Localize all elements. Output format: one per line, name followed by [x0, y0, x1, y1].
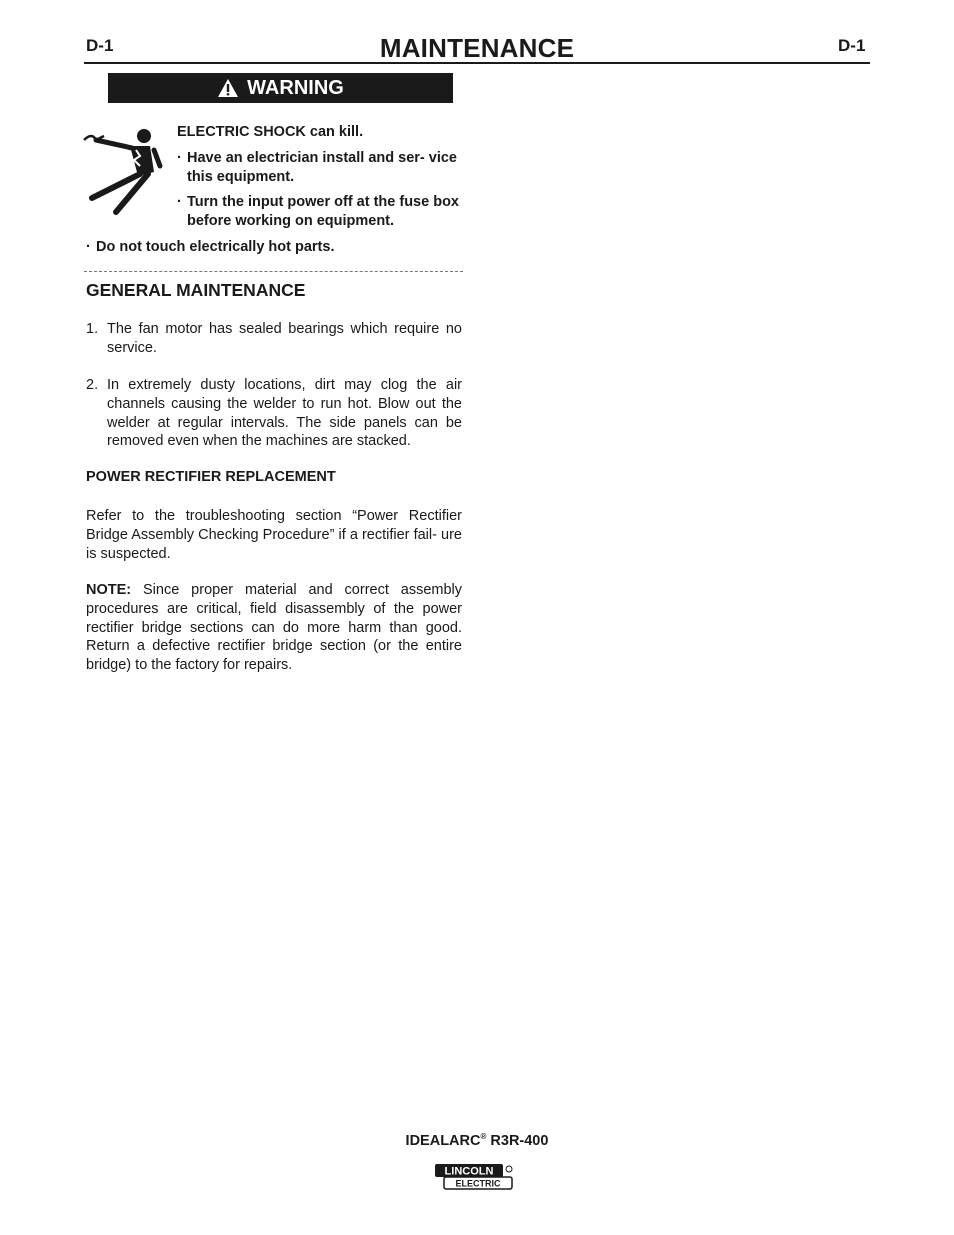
dashed-divider — [84, 271, 463, 272]
list-item-text: The fan motor has sealed bearings which require no service. — [107, 321, 462, 356]
bullet-marker: · — [177, 150, 182, 166]
warning-bullet-text: Have an electrician install and ser- vice this equipment. — [187, 150, 457, 185]
note-label: NOTE: — [86, 582, 132, 598]
power-rectifier-heading: POWER RECTIFIER REPLACEMENT — [86, 469, 336, 485]
warning-heading: ELECTRIC SHOCK can kill. — [177, 124, 364, 140]
page-number-left: D-1 — [86, 36, 114, 55]
title-rule — [84, 62, 870, 64]
general-maintenance-heading: GENERAL MAINTENANCE — [86, 280, 306, 300]
warning-bullet-text: Do not touch electrically hot parts. — [96, 239, 335, 255]
model-suffix: R3R-400 — [490, 1132, 549, 1149]
note-text: Since proper material and correct assembly procedures are critical, field disassembly of the power rectifier bridge sections can do more harm than good. Return a defective rectifier bridge section (or the entire bridge) to the factory for repairs. — [86, 582, 463, 674]
footer-model-name — [0, 1132, 954, 1149]
list-item — [86, 376, 462, 451]
model-prefix: IDEALARC — [405, 1132, 481, 1149]
warning-bullet-3 — [86, 238, 334, 257]
warning-label: WARNING — [247, 76, 344, 99]
logo-text-top: LINCOLN — [444, 1165, 494, 1178]
list-item-number: 1. — [86, 321, 99, 337]
page-number-right: D-1 — [838, 36, 866, 55]
list-item-text: In extremely dusty locations, dirt may clog the air channels causing the welder to run hot. Blow out the welder at regular intervals. The side panels can be removed even when the machines are stacked. — [107, 377, 462, 450]
warning-bullet-text: Turn the input power off at the fuse box before working on equipment. — [187, 194, 459, 229]
electric-shock-icon — [82, 126, 164, 216]
logo-text-bottom: ELECTRIC — [455, 1178, 501, 1189]
warning-bullet-2 — [177, 193, 462, 231]
bullet-marker: · — [177, 194, 182, 210]
registered-mark: ® — [480, 1132, 487, 1141]
page-title: MAINTENANCE — [379, 33, 575, 63]
lincoln-electric-logo — [434, 1163, 516, 1191]
warning-triangle-icon — [217, 78, 239, 98]
list-item-number: 2. — [86, 377, 99, 393]
warning-banner — [108, 73, 453, 103]
rectifier-paragraph: Refer to the troubleshooting section “Power Rectifier Bridge Assembly Checking Procedure” if a rectifier fail- ure is suspected. — [86, 508, 462, 562]
note-paragraph — [86, 581, 462, 675]
warning-bullet-1 — [177, 149, 462, 187]
list-item — [86, 320, 462, 358]
bullet-marker: · — [86, 239, 91, 255]
